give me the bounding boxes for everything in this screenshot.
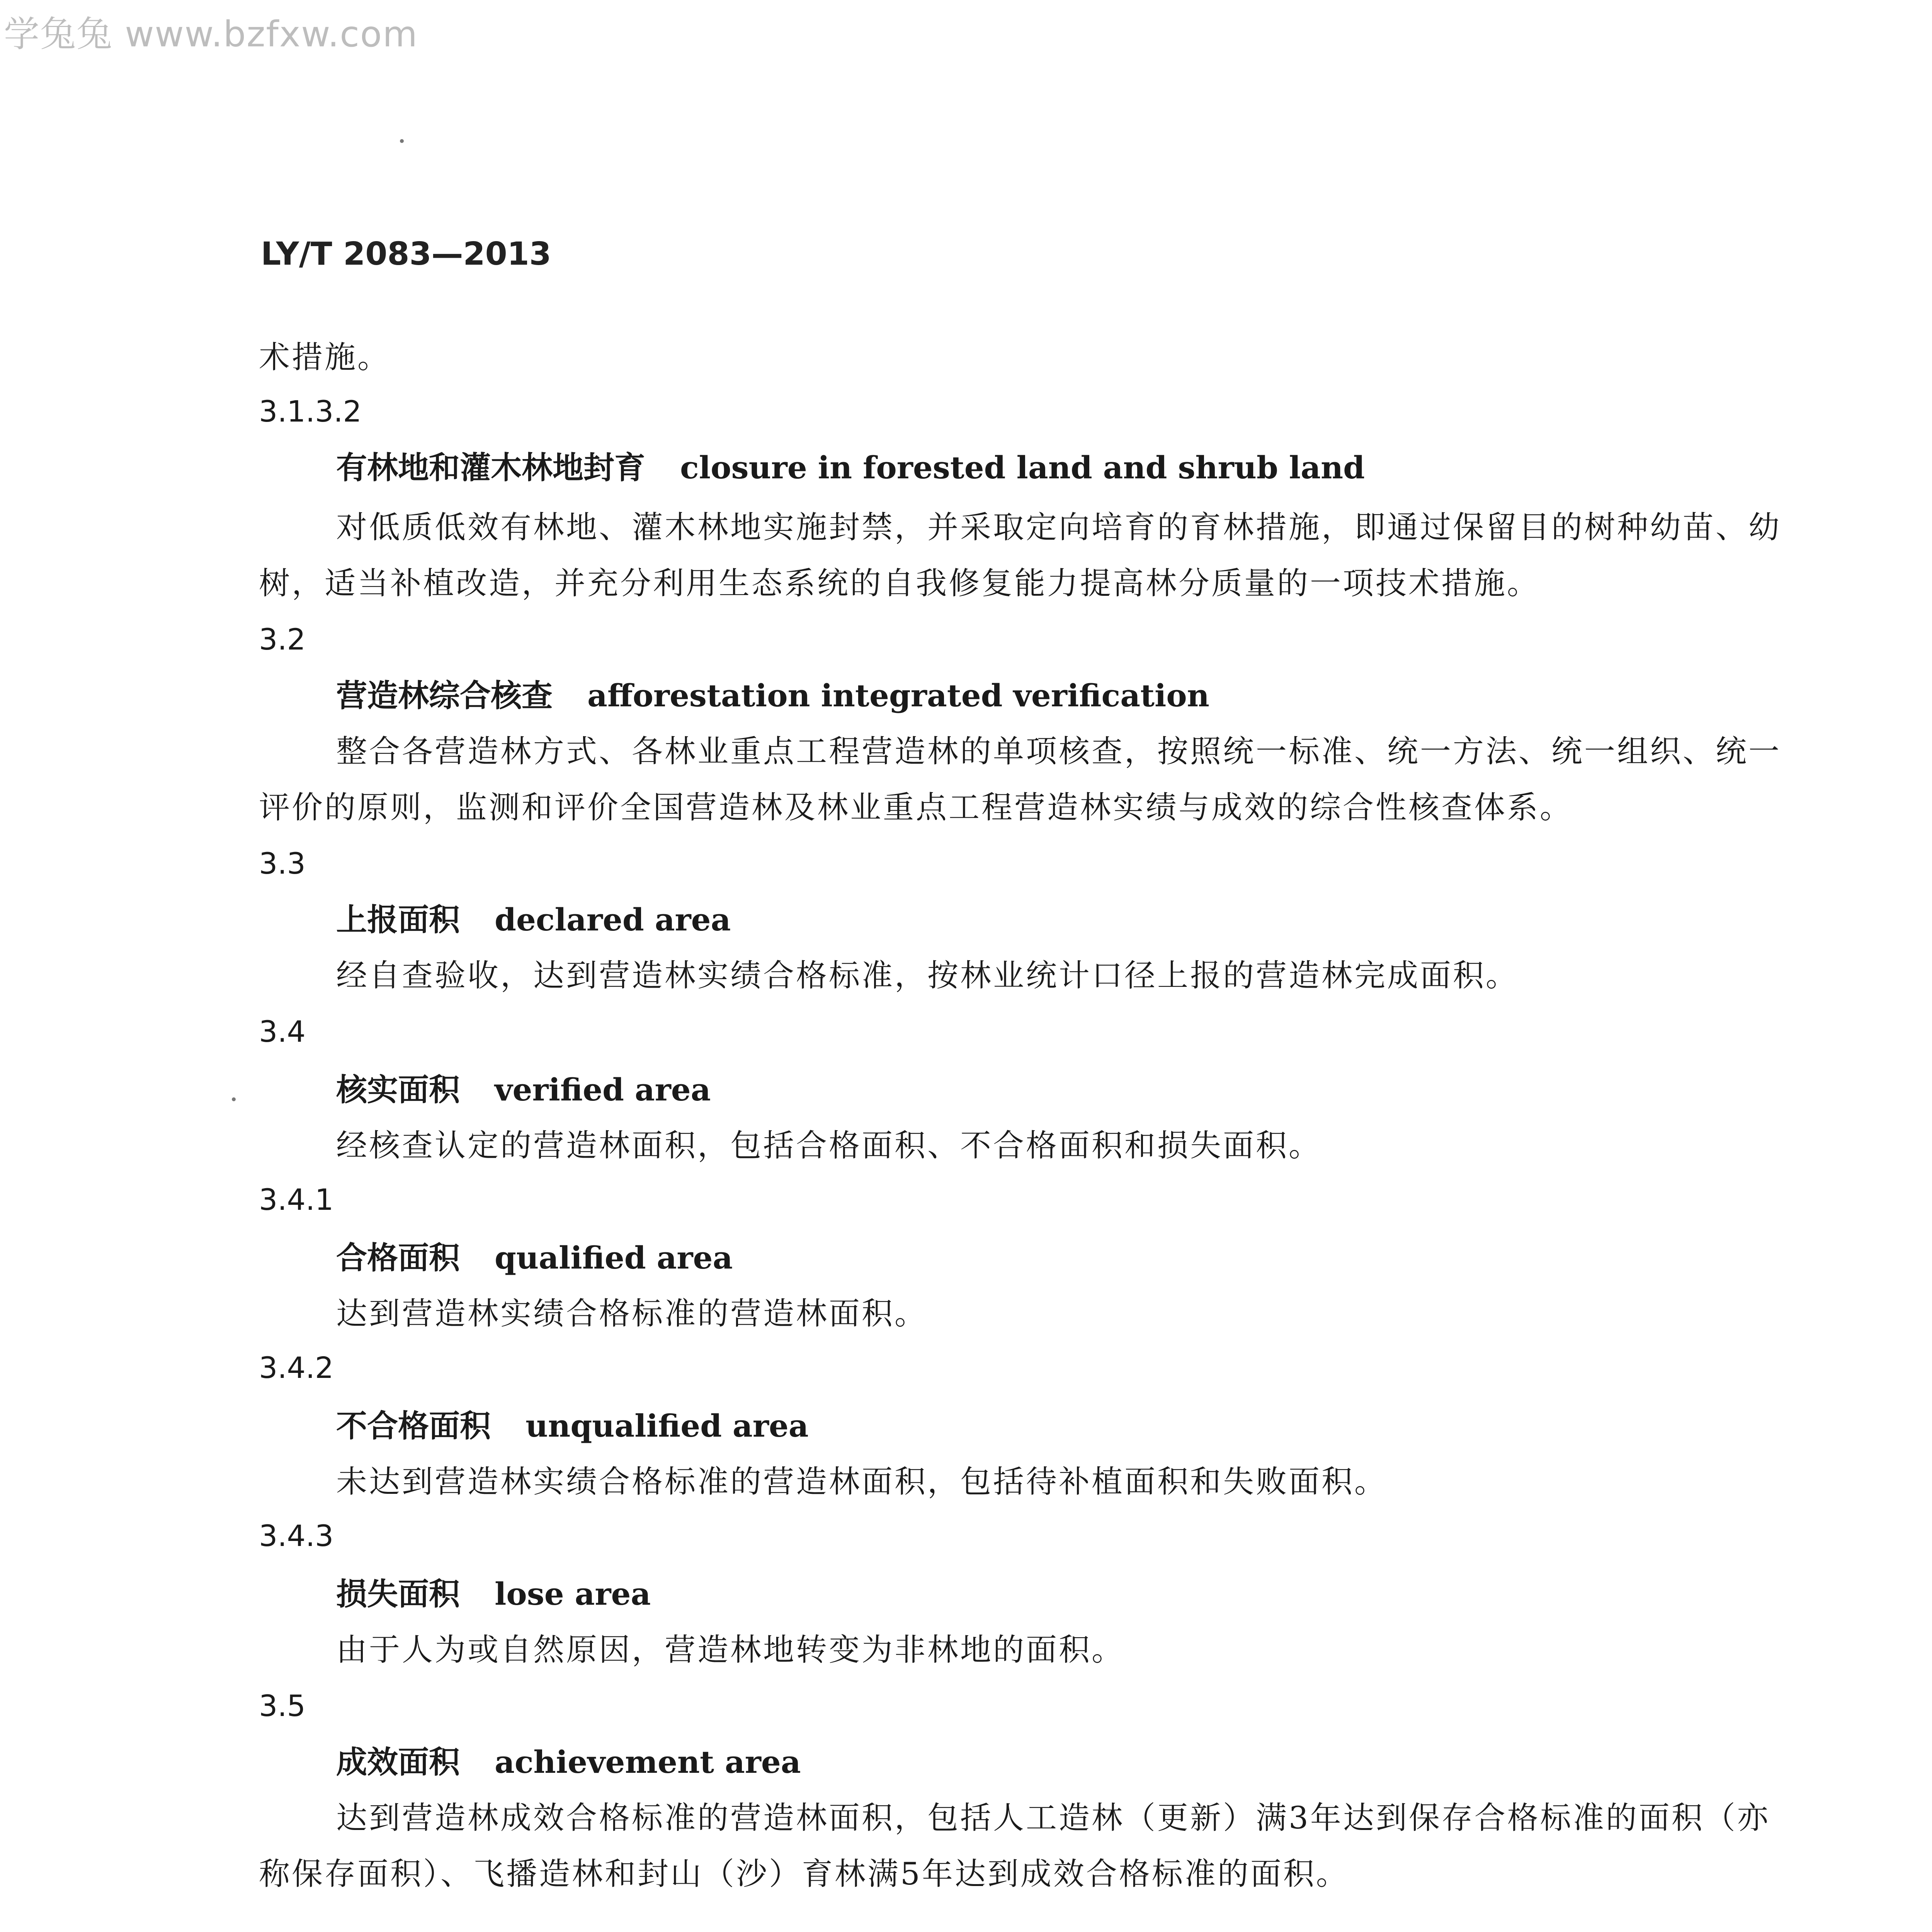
- term-en: verified area: [495, 1071, 711, 1108]
- term-zh: 成效面积: [336, 1744, 460, 1780]
- term-en: lose area: [495, 1576, 651, 1612]
- term-zh: 营造林综合核查: [336, 678, 553, 714]
- paragraph-line: 达到营造林实绩合格标准的营造林面积。: [336, 1296, 927, 1332]
- paragraph-line: 称保存面积）、飞播造林和封山（沙）育林满5年达到成效合格标准的面积。: [259, 1856, 1349, 1892]
- clause-number: 3.5: [259, 1689, 306, 1723]
- paragraph-line: 达到营造林成效合格标准的营造林面积，包括人工造林（更新）满3年达到保存合格标准的面积（亦: [336, 1800, 1770, 1836]
- term-heading: [336, 1741, 801, 1784]
- term-heading: [336, 446, 1365, 489]
- clause-number: 3.3: [259, 846, 306, 881]
- clause-number: 3.4: [259, 1014, 306, 1049]
- paragraph-line: 树，适当补植改造，并充分利用生态系统的自我修复能力提高林分质量的一项技术措施。: [259, 565, 1540, 601]
- term-en: unqualified area: [526, 1408, 809, 1444]
- paragraph-line: 经核查认定的营造林面积，包括合格面积、不合格面积和损失面积。: [336, 1128, 1321, 1163]
- term-en: declared area: [495, 901, 731, 938]
- term-heading: [336, 674, 1209, 717]
- clause-number: 3.4.1: [259, 1182, 334, 1217]
- term-zh: 不合格面积: [336, 1408, 491, 1444]
- paragraph-line: 未达到营造林实绩合格标准的营造林面积，包括待补植面积和失败面积。: [336, 1464, 1387, 1500]
- term-en: achievement area: [495, 1744, 801, 1780]
- term-zh: 有林地和灌木林地封育: [336, 450, 645, 486]
- term-en: qualified area: [495, 1240, 733, 1276]
- scan-speck: [232, 1097, 236, 1101]
- term-zh: 核实面积: [336, 1072, 460, 1108]
- term-heading: [336, 898, 731, 941]
- paragraph-line: 评价的原则，监测和评价全国营造林及林业重点工程营造林实绩与成效的综合性核查体系。: [259, 789, 1573, 825]
- term-en: closure in forested land and shrub land: [680, 449, 1365, 486]
- watermark: 学兔兔 www.bzfxw.com: [4, 14, 418, 55]
- term-zh: 损失面积: [336, 1576, 460, 1612]
- term-heading: [336, 1573, 651, 1616]
- standard-code-header: LY/T 2083—2013: [261, 236, 551, 272]
- clause-number: 3.4.3: [259, 1519, 334, 1553]
- clause-number: 3.1.3.2: [259, 394, 362, 429]
- paragraph-line: 经自查验收，达到营造林实绩合格标准，按林业统计口径上报的营造林完成面积。: [336, 957, 1519, 993]
- term-zh: 合格面积: [336, 1240, 460, 1276]
- paragraph-line: 术措施。: [259, 339, 390, 375]
- paragraph-line: 对低质低效有林地、灌木林地实施封禁，并采取定向培育的育林措施，即通过保留目的树种幼苗、幼: [336, 509, 1781, 545]
- paragraph-line: 整合各营造林方式、各林业重点工程营造林的单项核查，按照统一标准、统一方法、统一组织、统一: [336, 733, 1781, 769]
- term-heading: [336, 1236, 733, 1279]
- term-zh: 上报面积: [336, 902, 460, 938]
- term-en: afforestation integrated verification: [587, 677, 1209, 714]
- clause-number: 3.4.2: [259, 1350, 334, 1385]
- paragraph-line: 由于人为或自然原因，营造林地转变为非林地的面积。: [336, 1632, 1124, 1668]
- term-heading: [336, 1068, 711, 1111]
- clause-number: 3.2: [259, 622, 306, 656]
- scan-speck: [400, 139, 404, 143]
- term-heading: [336, 1405, 809, 1447]
